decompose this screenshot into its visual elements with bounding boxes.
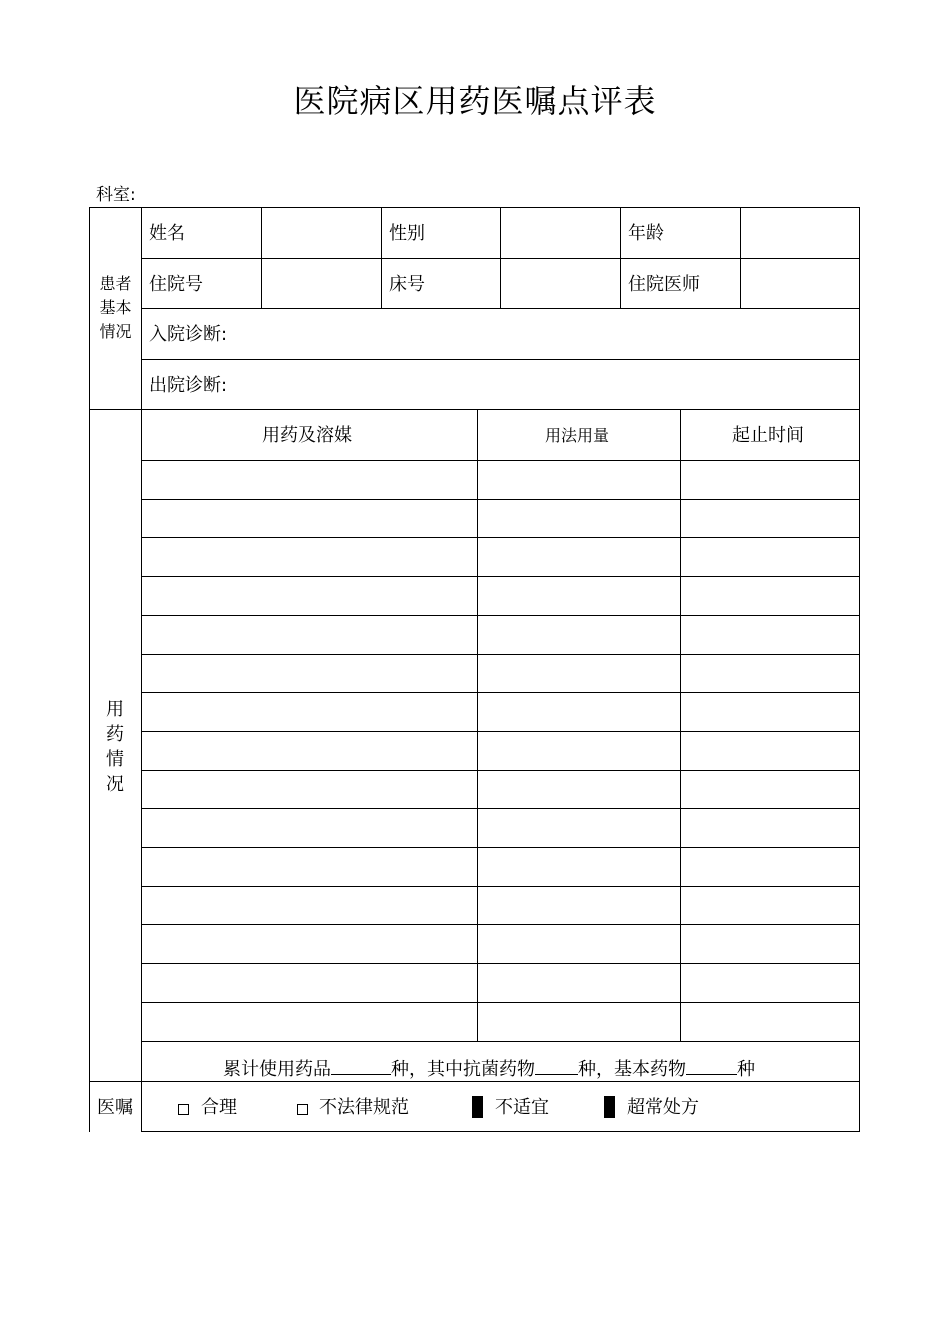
side-column-divider: [141, 207, 142, 1132]
section-divider: [89, 1081, 860, 1082]
age-label: 年龄: [628, 223, 664, 244]
nonstandard-checkbox[interactable]: [297, 1104, 308, 1115]
inappropriate-option-label: 不适宜: [495, 1097, 549, 1118]
medication-row-line: [141, 963, 860, 964]
medication-row-line: [141, 1041, 860, 1042]
order-label: 医嘱: [97, 1097, 133, 1118]
summary-essential-label: 种，基本药物: [578, 1059, 686, 1080]
patient-row-line: [141, 359, 860, 360]
medication-row-line: [141, 770, 860, 771]
medication-row-line: [141, 499, 860, 500]
table-bottom-border: [141, 1131, 860, 1132]
summary-antibiotic-label: 种，其中抗菌药物: [391, 1059, 535, 1080]
section-divider: [89, 409, 860, 410]
medication-col-line: [477, 409, 478, 1041]
summary-unit-label: 种: [737, 1059, 755, 1080]
table-left-border: [89, 207, 90, 1132]
medication-row-line: [141, 692, 860, 693]
medication-summary: [223, 1058, 755, 1079]
medication-row-line: [141, 924, 860, 925]
medication-row-line: [141, 654, 860, 655]
department-label: 科室:: [96, 185, 136, 205]
admission-number-label: 住院号: [149, 274, 203, 295]
name-label: 姓名: [149, 223, 185, 244]
excessive-prescription-checkbox[interactable]: [604, 1096, 615, 1118]
column-header-usage: 用法用量: [545, 426, 610, 445]
patient-col-line: [620, 207, 621, 309]
patient-col-line: [261, 207, 262, 309]
essential-drug-count-blank[interactable]: [686, 1058, 737, 1075]
medication-row-line: [141, 537, 860, 538]
excessive-prescription-option-label: 超常处方: [627, 1097, 699, 1118]
inappropriate-checkbox[interactable]: [472, 1096, 483, 1118]
medication-row-line: [141, 1002, 860, 1003]
medication-row-line: [141, 847, 860, 848]
medication-row-line: [141, 731, 860, 732]
patient-col-line: [381, 207, 382, 309]
total-drugs-blank[interactable]: [331, 1058, 391, 1075]
nonstandard-option-label: 不法律规范: [319, 1097, 409, 1118]
reasonable-option-label: 合理: [201, 1097, 237, 1118]
physician-label: 住院医师: [628, 274, 700, 295]
table-right-border: [859, 207, 860, 1132]
medication-row-line: [141, 886, 860, 887]
page-title: 医院病区用药医嘱点评表: [293, 82, 657, 120]
reasonable-checkbox[interactable]: [178, 1104, 189, 1115]
medication-row-line: [141, 808, 860, 809]
medication-row-line: [141, 460, 860, 461]
bed-number-label: 床号: [389, 274, 425, 295]
discharge-diagnosis-label: 出院诊断:: [149, 375, 228, 396]
medication-col-line: [680, 409, 681, 1041]
table-top-border: [89, 207, 860, 208]
medication-side-label: 用 药 情 况: [106, 699, 124, 795]
column-header-time: 起止时间: [732, 425, 804, 446]
patient-side-label: 患者 基本 情况: [99, 274, 132, 341]
medication-row-line: [141, 576, 860, 577]
patient-col-line: [500, 207, 501, 309]
gender-label: 性别: [389, 223, 425, 244]
medication-row-line: [141, 615, 860, 616]
admission-diagnosis-label: 入院诊断:: [149, 324, 228, 345]
antibiotic-count-blank[interactable]: [535, 1058, 578, 1075]
patient-col-line: [740, 207, 741, 309]
column-header-drug: 用药及溶媒: [262, 425, 352, 446]
summary-total-label: 累计使用药品: [223, 1059, 331, 1080]
